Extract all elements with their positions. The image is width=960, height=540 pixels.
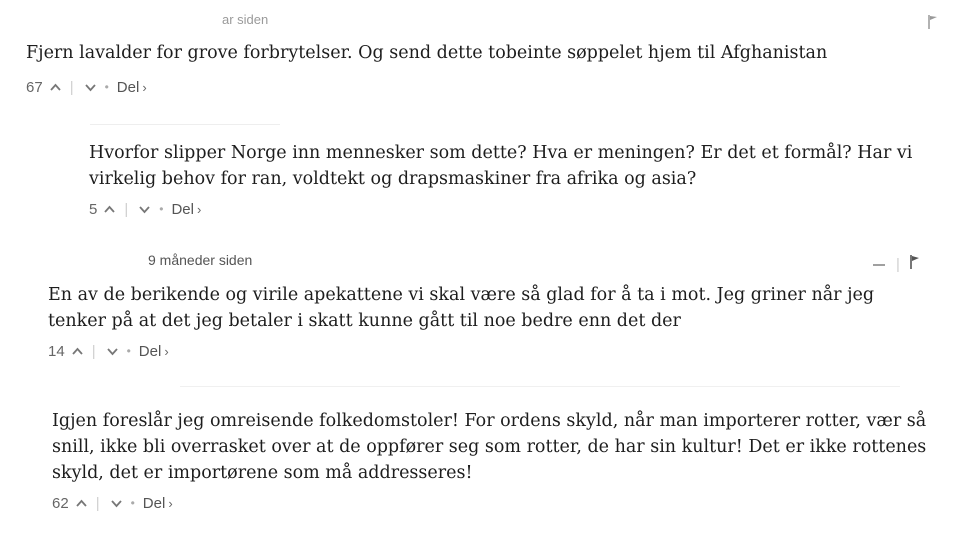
share-button[interactable] [171, 201, 201, 218]
chevron-right-icon: › [196, 201, 202, 217]
share-label: Del [138, 342, 162, 360]
share-button[interactable] [139, 343, 169, 360]
vote-divider: | [69, 78, 74, 96]
chevron-down-icon[interactable] [138, 203, 151, 216]
minus-icon[interactable] [872, 255, 886, 274]
vote-divider: | [91, 342, 96, 360]
comment-actions [89, 198, 929, 220]
divider [180, 386, 900, 387]
comment-tools [872, 254, 922, 274]
vote-divider: | [95, 494, 100, 512]
chevron-right-icon: › [142, 79, 147, 95]
comment-tools [926, 14, 940, 34]
comment-3 [48, 252, 928, 362]
comment-text: Fjern lavalder for grove forbrytelser. Og send dette tobeinte søppelet hjem til Afghanistan [26, 43, 828, 63]
share-label: Del [171, 200, 194, 218]
vote-count: 67 [26, 78, 43, 96]
comment-actions [48, 340, 928, 362]
comment-timestamp: 9 måneder siden [148, 252, 253, 268]
dot-separator: • [159, 202, 164, 216]
comment-4 [52, 408, 932, 514]
comment-actions [26, 76, 147, 98]
share-label: Del [116, 78, 140, 96]
chevron-down-icon[interactable] [84, 81, 97, 94]
share-label: Del [142, 494, 166, 512]
tool-divider: | [896, 255, 900, 273]
dot-separator: • [130, 496, 135, 510]
chevron-down-icon[interactable] [106, 345, 119, 358]
flag-icon[interactable] [908, 254, 922, 274]
chevron-down-icon[interactable] [110, 497, 123, 510]
dot-separator: • [104, 80, 109, 94]
chevron-up-icon[interactable] [103, 203, 116, 216]
divider [90, 124, 280, 125]
flag-icon[interactable] [926, 14, 940, 34]
dot-separator: • [126, 344, 131, 358]
comment-text: En av de berikende og virile apekattene vi skal være så glad for å ta i mot. Jeg griner når jeg tenker på at det jeg betaler i skatt kunne gått til noe bedre enn det der [48, 285, 875, 331]
comment-text: Igjen foreslår jeg omreisende folkedomstoler! For ordens skyld, når man importerer rotter, vær så snill, ikke bli overrasket over at de oppfører seg som rotter, de har sin kultur! Det er ikke rottenes skyld, det er importørene som må addresseres! [52, 411, 927, 483]
vote-count: 14 [48, 342, 65, 360]
vote-count: 62 [52, 494, 69, 512]
chevron-up-icon[interactable] [49, 81, 62, 94]
chevron-up-icon[interactable] [75, 497, 88, 510]
comment-timestamp: ar siden [222, 12, 269, 27]
vote-count: 5 [89, 200, 98, 218]
comment-text: Hvorfor slipper Norge inn mennesker som dette? Hva er meningen? Er det et formål? Har vi virkelig behov for ran, voldtekt og drapsmaskiner fra afrika og asia? [89, 143, 913, 189]
vote-divider: | [124, 200, 129, 218]
chevron-right-icon: › [164, 343, 169, 359]
chevron-right-icon: › [168, 495, 173, 511]
share-button[interactable] [117, 79, 147, 96]
comment-actions [52, 492, 932, 514]
chevron-up-icon[interactable] [71, 345, 84, 358]
share-button[interactable] [143, 495, 173, 512]
comment-2 [89, 140, 929, 220]
